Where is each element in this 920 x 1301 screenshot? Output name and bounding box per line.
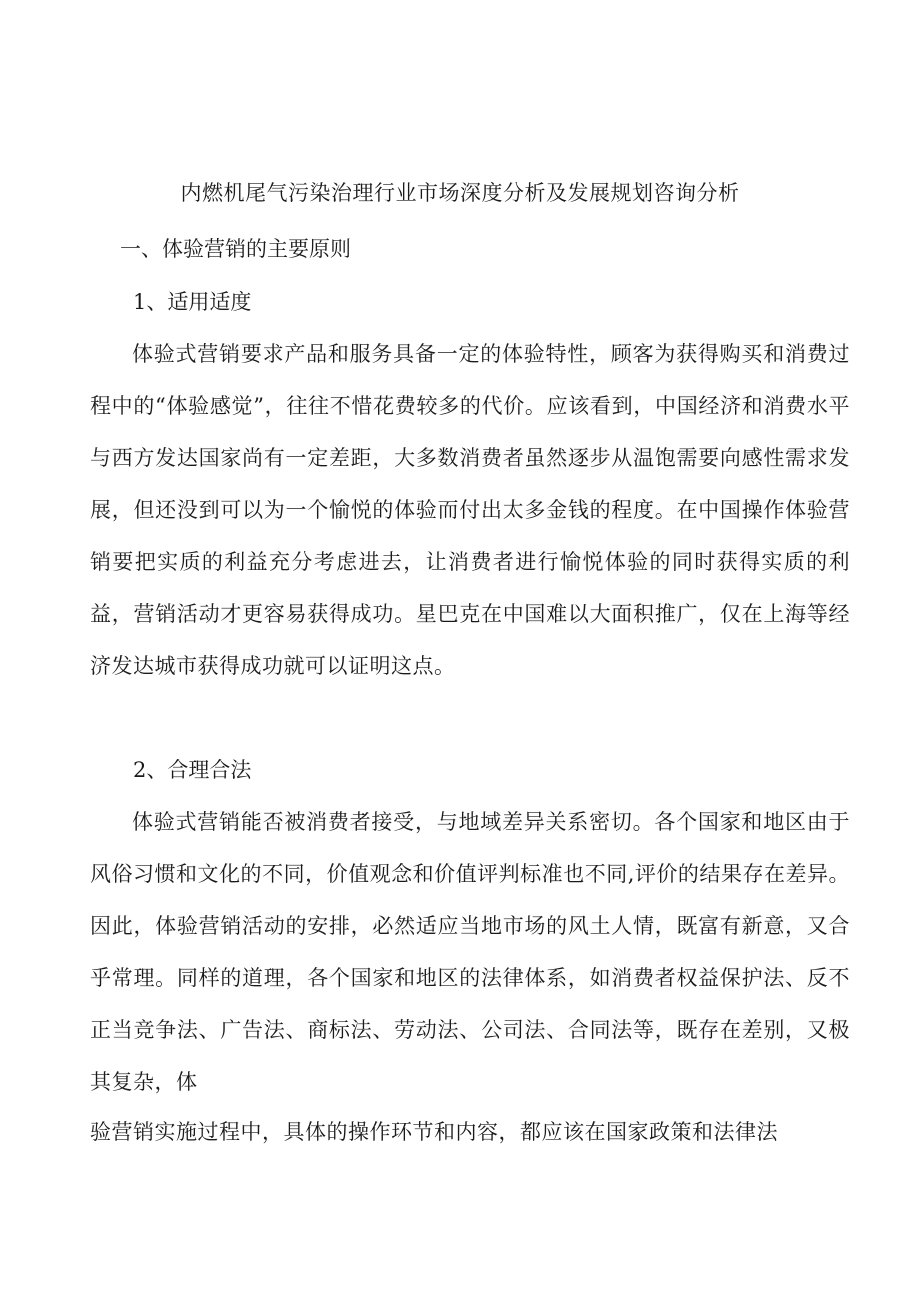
paragraph-2: 体验式营销能否被消费者接受，与地域差异关系密切。各个国家和地区由于风俗习惯和文化的不同，价值观念和价值评判标准也不同,评价的结果存在差异。因此，体验营销活动的安排，必然适应当地市场的风土人情，既富有新意，又合乎常理。同样的道理，各个国家和地区的法律体系，如消费者权益保护法、反不正当竞争法、广告法、商标法、劳动法、公司法、合同法等，既存在差别，又极其复杂，体 (90, 810, 850, 1094)
paragraph-continuation: 验营销实施过程中，具体的操作环节和内容，都应该在国家政策和法律法 (90, 1120, 778, 1144)
document-title: 内燃机尾气污染治理行业市场深度分析及发展规划咨询分析 (180, 181, 740, 205)
subsection-heading-2: 2、合理合法 (133, 758, 252, 782)
subsection-heading-1: 1、适用适度 (133, 290, 252, 314)
section-heading: 一、体验营销的主要原则 (120, 237, 351, 261)
paragraph-1: 体验式营销要求产品和服务具备一定的体验特性，顾客为获得购买和消费过程中的“体验感觉”，往往不惜花费较多的代价。应该看到，中国经济和消费水平与西方发达国家尚有一定差距，大多数消费者虽然逐步从温饱需要向感性需求发展，但还没到可以为一个愉悦的体验而付出太多金钱的程度。在中国操作体验营销要把实质的利益充分考虑进去，让消费者进行愉悦体验的同时获得实质的利益，营销活动才更容易获得成功。星巴克在中国难以大面积推广，仅在上海等经济发达城市获得成功就可以证明这点。 (90, 342, 850, 678)
